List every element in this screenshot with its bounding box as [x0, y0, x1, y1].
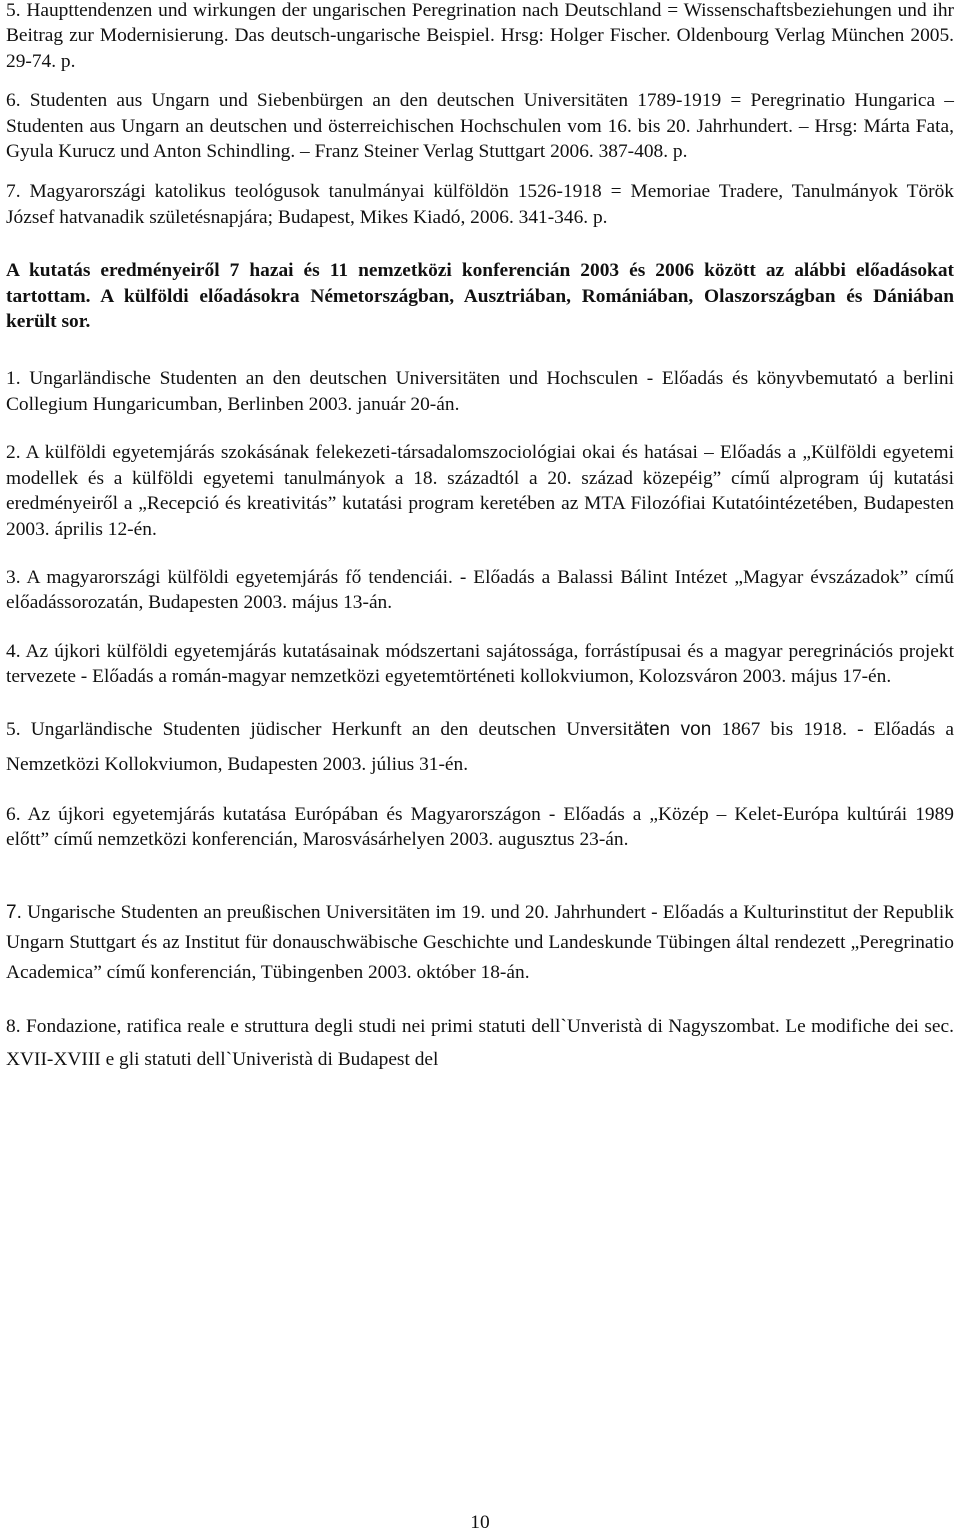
conference-item-4: 4. Az újkori külföldi egyetemjárás kutatásainak módszertani sajátossága, forrástípusai és a magyar peregrinációs projekt tervezete - Előadás a román-magyar nemzetközi egyetemtörténeti kollokviumon, Kolozsváron 2003. május 17-én.: [6, 640, 954, 688]
publication-item-6: 6. Studenten aus Ungarn und Siebenbürgen an den deutschen Universitäten 1789-1919 = Peregrinatio Hungarica – Studenten aus Ungarn an deutschen und österreichischen Hochschulen vom 16. bis 20. Jahrhundert. – Hrsg: Márta Fata, Gyula Kurucz und Anton Schindling. – Franz Steiner Verlag Stuttgart 2006. 387-408. p.: [6, 90, 954, 163]
document-page: [6, 0, 954, 1537]
conference-item-1: 1. Ungarländische Studenten an den deutschen Universitäten und Hochsculen - Előadás és könyvbemutató a berlini Collegium Hungaricumban, Berlinben 2003. január 20-án.: [6, 368, 954, 415]
publication-item-7: 7. Magyarországi katolikus teológusok tanulmányai külföldön 1526-1918 = Memoriae Tradere, Tanulmányok Török József hatvanadik születésnapjára; Budapest, Mikes Kiadó, 2006. 341-346. p.: [6, 181, 954, 228]
publication-item-5: 5. Haupttendenzen und wirkungen der ungarischen Peregrination nach Deutschland = Wissenschaftsbeziehungen und ihr Beitrag zur Modernisierung. Das deutsch-ungarische Beispiel. Hrsg: Holger Fischer. Oldenbourg Verlag München 2005. 29-74. p.: [6, 0, 954, 72]
conference-item-7-text: Ungarische Studenten an preußischen Universitäten im 19. und 20. Jahrhundert - Előadás a Kulturinstitut der Republik Ungarn Stuttgart és az Institut für donauschwäbische Geschichte und Landeskunde Tübingen által rendezett „Peregrinatio Academica” című konferencián, Tübingenben 2003. október 18-án.: [6, 902, 954, 984]
conference-item-8: 8. Fondazione, ratifica reale e struttura degli studi nei primi statuti dell`Unveristà di Nagyszombat. Le modifiche dei sec. XVII-XVIII e gli statuti dell`Univeristà di Budapest del: [6, 1016, 954, 1071]
conference-summary-statement: A kutatás eredményeiről 7 hazai és 11 nemzetközi konferencián 2003 és 2006 között az alábbi előadásokat tartottam. A külföldi előadásokra Németországban, Ausztriában, Romániában, Olaszországban és Dániában került sor.: [6, 260, 954, 333]
conference-item-7: [6, 898, 954, 988]
page-number: 10: [470, 1512, 490, 1533]
conference-item-5-end: 1867 bis 1918. - Előadás a Nemzetközi Kollokviumon, Budapesten 2003. július 31-én.: [6, 718, 954, 775]
conference-item-7-number: 7.: [6, 902, 22, 924]
conference-item-2: 2. A külföldi egyetemjárás szokásának felekezeti-társadalomszociológiai okai és hatásai – Előadás a „Külföldi egyetemi modellek és a külföldi egyetemi tanulmányok a 18. századtól a 20. század közepéig” című alprogram új kutatási eredményeiről a „Recepció és kreativitás” kutatási program keretében az MTA Filozófiai Kutatóintézetében, Budapesten 2003. április 12-én.: [6, 442, 954, 540]
conference-item-5-start: 5. Ungarländische Studenten jüdischer Herkunft an den deutschen Unversit: [6, 718, 634, 740]
conference-item-5-sans-fragment: äten von: [633, 718, 712, 740]
conference-item-6: 6. Az újkori egyetemjárás kutatása Európában és Magyarországon - Előadás a „Közép – Kelet-Európa kultúrái 1989 előtt” című nemzetközi konferencián, Marosvásárhelyen 2003. augusztus 23-án.: [6, 803, 954, 850]
conference-item-5: [6, 712, 954, 782]
conference-item-3: 3. A magyarországi külföldi egyetemjárás fő tendenciái. - Előadás a Balassi Bálint Intézet „Magyar évszázadok” című előadássorozatán, Budapesten 2003. május 13-án.: [6, 566, 954, 614]
